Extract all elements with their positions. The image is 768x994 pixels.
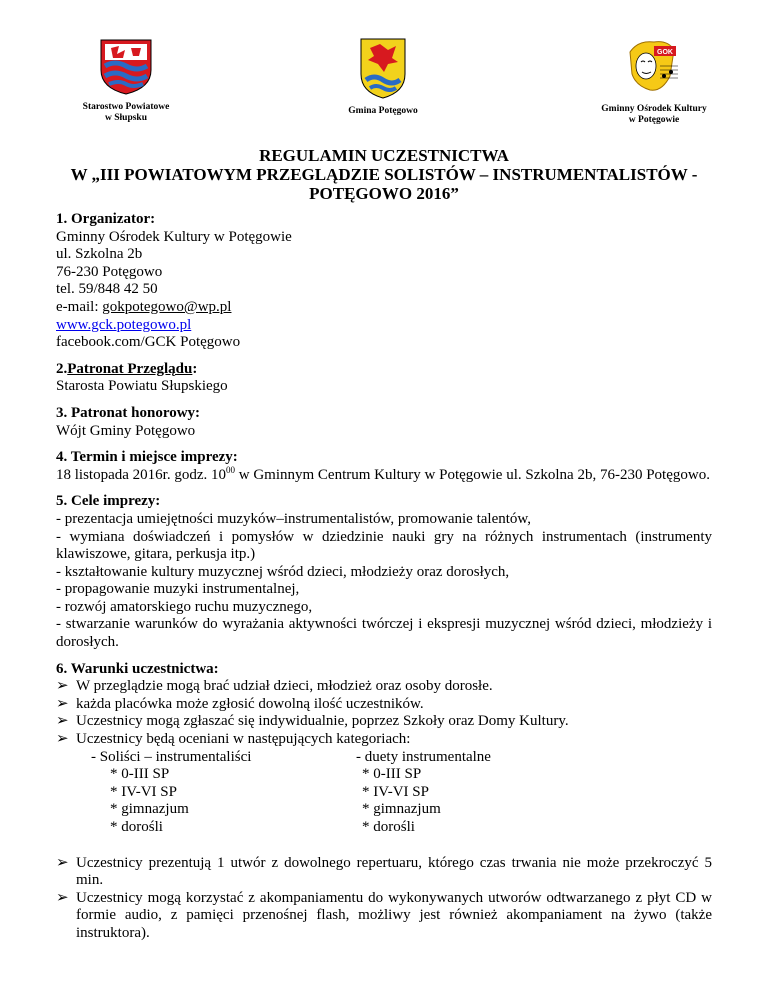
soloists-level: * dorośli (110, 819, 163, 836)
arrow-bullet-icon: ➢ (56, 713, 69, 730)
document-title (20, 146, 748, 203)
goal-item: - prezentacja umiejętności muzyków–instrumentalistów, promowanie talentów, (56, 510, 531, 527)
section-organizer (56, 211, 712, 352)
title-line-3: POTĘGOWO 2016” (309, 184, 459, 203)
gok-caption-1: Gminny Ośrodek Kultury (601, 104, 707, 114)
condition-bullet (56, 678, 712, 696)
arrow-bullet-icon: ➢ (56, 731, 69, 748)
date-text (56, 464, 712, 485)
duets-title: - duety instrumentalne (356, 748, 491, 765)
condition-bullet (56, 696, 712, 714)
website-link[interactable]: www.gck.potegowo.pl (56, 316, 192, 333)
condition-text: Uczestnicy prezentują 1 utwór z dowolnego repertuaru, którego czas trwania nie może przekroczyć 5 min. (76, 854, 712, 889)
powiat-coat-of-arms-icon (97, 36, 155, 96)
gmina-coat-of-arms-icon (358, 36, 408, 100)
gok-caption-2: w Potęgowie (628, 115, 680, 125)
condition-text: Uczestnicy mogą korzystać z akompaniamentu do wykonywanych utworów odtwarzanego z płyt CD w formie audio, z pamięci przenośnej flash, możliwy jest również akompaniament na żywo (także instruktora). (76, 889, 712, 941)
soloists-level: * IV-VI SP (110, 783, 177, 800)
patron-heading-word: Patronat Przeglądu (67, 360, 193, 377)
condition-bullet (56, 731, 712, 749)
patron-heading-colon: : (192, 360, 198, 377)
patron-text: Starosta Powiatu Słupskiego (56, 378, 228, 395)
condition-bullet (56, 890, 712, 943)
condition-text: każda placówka może zgłosić dowolną ilość uczestników. (76, 695, 424, 712)
gmina-logo (323, 36, 443, 117)
arrow-bullet-icon: ➢ (56, 678, 69, 695)
title-line-1: REGULAMIN UCZESTNICTWA (259, 146, 509, 165)
organizer-email-row (56, 299, 712, 317)
powiat-logo (66, 36, 186, 124)
gok-logo-icon (624, 36, 684, 98)
section-honorary-patron (56, 405, 712, 440)
goal-item: - propagowanie muzyki instrumentalnej, (56, 581, 300, 598)
duets-level: * dorośli (362, 819, 415, 836)
organizer-line: ul. Szkolna 2b (56, 246, 143, 263)
logo-header (0, 36, 768, 136)
email-link[interactable]: gokpotegowo@wp.pl (102, 298, 232, 315)
organizer-heading: 1. Organizator: (56, 211, 156, 227)
conditions-heading: 6. Warunki uczestnictwa: (56, 660, 219, 677)
soloists-level: * 0-III SP (110, 766, 170, 783)
condition-text: Uczestnicy będą oceniani w następujących kategoriach: (76, 731, 411, 748)
facebook-text: facebook.com/GCK Potęgowo (56, 334, 241, 351)
soloists-level: * gimnazjum (110, 801, 189, 818)
goal-item: - rozwój amatorskiego ruchu muzycznego, (56, 598, 313, 615)
arrow-bullet-icon: ➢ (56, 695, 69, 712)
arrow-bullet-icon: ➢ (56, 889, 69, 906)
section-date-place (56, 449, 712, 484)
svg-text:GOK: GOK (657, 49, 673, 56)
gmina-caption-1: Gmina Potęgowo (348, 106, 418, 116)
goal-item: - wymiana doświadczeń i pomysłów w dziedzinie nauki gry na różnych instrumentach (instrumenty klawiszowe, gitara, perkusja itp.) (56, 528, 712, 563)
date-heading: 4. Termin i miejsce imprezy: (56, 449, 238, 466)
arrow-bullet-icon: ➢ (56, 854, 69, 871)
goal-item: - kształtowanie kultury muzycznej wśród dzieci, młodzieży oraz dorosłych, (56, 563, 510, 580)
powiat-caption-1: Starostwo Powiatowe (82, 102, 170, 112)
duets-level: * 0-III SP (362, 766, 422, 783)
soloists-title: - Soliści – instrumentaliści (91, 748, 252, 765)
powiat-caption-2: w Słupsku (105, 113, 147, 123)
section-goals (56, 493, 712, 651)
condition-bullet (56, 855, 712, 890)
title-line-2: W „III POWIATOWYM PRZEGLĄDZIE SOLISTÓW – INSTRUMENTALISTÓW - (70, 165, 698, 184)
patron-heading-num: 2. (56, 360, 68, 377)
duets-level: * gimnazjum (362, 801, 441, 818)
patron-heading (56, 361, 712, 379)
honorary-heading: 3. Patronat honorowy: (56, 404, 201, 421)
date-text-a: 18 listopada 2016r. godz. 10 (56, 466, 226, 483)
honorary-text: Wójt Gminy Potęgowo (56, 422, 196, 439)
goal-item: - stwarzanie warunków do wyrażania aktywności twórczej i ekspresji muzycznej wśród dzieci, młodzieży i dorosłych. (56, 616, 712, 651)
goals-heading: 5. Cele imprezy: (56, 493, 161, 510)
organizer-line: Gminny Ośrodek Kultury w Potęgowie (56, 228, 292, 245)
document-body (56, 211, 712, 952)
condition-text: W przeglądzie mogą brać udział dzieci, młodzież oraz osoby dorosłe. (76, 678, 493, 695)
email-prefix: e-mail: (56, 298, 103, 315)
section-conditions (56, 661, 712, 943)
organizer-line: 76-230 Potęgowo (56, 263, 163, 280)
organizer-line: tel. 59/848 42 50 (56, 281, 158, 298)
date-text-b: w Gminnym Centrum Kultury w Potęgowie ul. Szkolna 2b, 76-230 Potęgowo. (234, 466, 710, 483)
gok-logo (594, 36, 714, 126)
section-patron (56, 361, 712, 396)
categories-table (56, 749, 712, 855)
condition-text: Uczestnicy mogą zgłaszać się indywidualnie, poprzez Szkoły oraz Domy Kultury. (76, 713, 569, 730)
duets-level: * IV-VI SP (362, 783, 429, 800)
time-superscript: 00 (225, 464, 235, 475)
condition-bullet (56, 713, 712, 731)
